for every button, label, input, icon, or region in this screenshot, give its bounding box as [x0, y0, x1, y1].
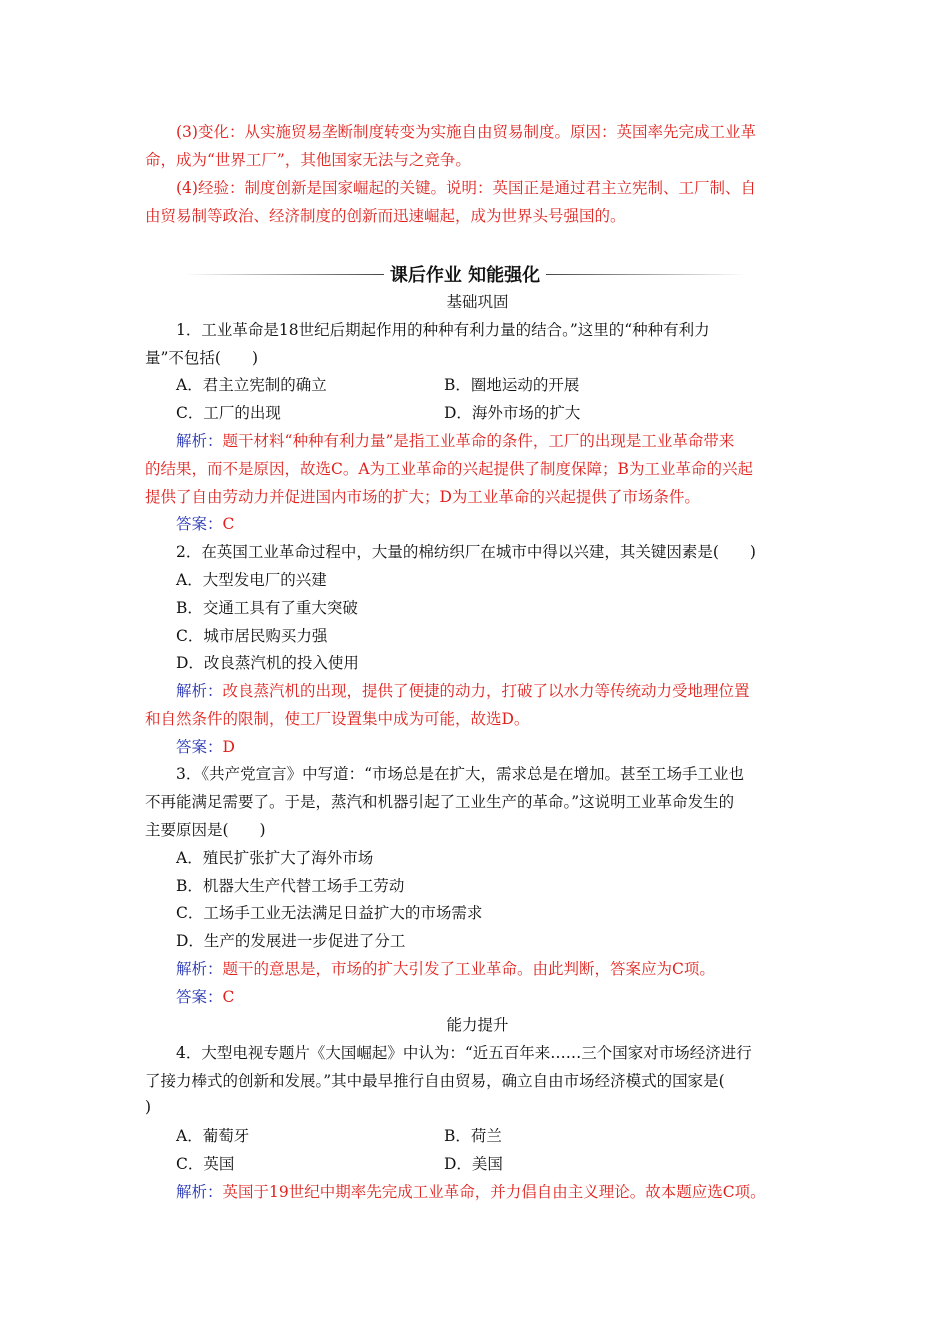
q1-analysis-line-1 [176, 431, 810, 451]
q2-answer-value: D [222, 738, 235, 756]
q1-analysis-text-1: 题干材料“种种有利力量”是指工业革命的条件，工厂的出现是工业革命带来 [222, 432, 735, 450]
section-title-text: 课后作业 知能强化 [389, 265, 541, 286]
q4-option-d: D．美国 [444, 1155, 503, 1173]
q4-stem-line-2: 了接力棒式的创新和发展。”其中最早推行自由贸易，确立自由市场经济模式的国家是( [145, 1072, 725, 1090]
analysis-label: 解析： [176, 432, 223, 450]
answer-label: 答案： [176, 738, 223, 756]
q1-option-c: C．工厂的出现 [176, 404, 281, 422]
analysis-label: 解析： [176, 1183, 223, 1201]
q4-stem-line-1: 4．大型电视专题片《大国崛起》中认为：“近五百年来……三个国家对市场经济进行 [176, 1044, 752, 1062]
q4-option-c: C．英国 [176, 1155, 235, 1173]
q4-analysis-line-1 [176, 1182, 810, 1202]
section-title [185, 262, 745, 286]
q2-analysis-line-2: 和自然条件的限制，使工厂设置集中成为可能，故选D。 [145, 710, 530, 728]
analysis-label: 解析： [176, 960, 223, 978]
analysis-label: 解析： [176, 682, 223, 700]
q1-analysis-line-2: 的结果，而不是原因，故选C。A为工业革命的兴起提供了制度保障；B为工业革命的兴起 [145, 460, 753, 478]
q4-option-b: B．荷兰 [444, 1127, 502, 1145]
answer-4-line-1: (4)经验：制度创新是国家崛起的关键。说明：英国正是通过君主立宪制、工厂制、自 [176, 179, 756, 197]
q1-option-b: B．圈地运动的开展 [444, 376, 580, 394]
answer-4-line-2: 由贸易制等政治、经济制度的创新而迅速崛起，成为世界头号强国的。 [145, 207, 626, 225]
answer-label: 答案： [176, 988, 223, 1006]
q4-option-a: A．葡萄牙 [176, 1127, 250, 1145]
q3-answer-value: C [222, 988, 235, 1006]
q1-analysis-line-3: 提供了自由劳动力并促进国内市场的扩大；D为工业革命的兴起提供了市场条件。 [145, 488, 700, 506]
q3-analysis-line-1 [176, 959, 810, 979]
q3-stem-line-2: 不再能满足需要了。于是，蒸汽和机器引起了工业生产的革命。”这说明工业革命发生的 [145, 793, 735, 811]
q2-analysis-line-1 [176, 681, 810, 701]
q2-option-a: A．大型发电厂的兴建 [176, 571, 327, 589]
q3-option-d: D．生产的发展进一步促进了分工 [176, 932, 406, 950]
q3-answer [176, 987, 810, 1007]
title-rule-left [185, 274, 384, 275]
subsection-basic: 基础巩固 [446, 293, 509, 311]
q2-stem-line-1: 2．在英国工业革命过程中，大量的棉纺织厂在城市中得以兴建，其关键因素是( ) [176, 543, 756, 561]
q4-stem-line-3: ) [145, 1098, 152, 1116]
q3-option-c: C．工场手工业无法满足日益扩大的市场需求 [176, 904, 483, 922]
q3-stem-line-3: 主要原因是( ) [145, 821, 266, 839]
answer-3-line-1: (3)变化：从实施贸易垄断制度转变为实施自由贸易制度。原因：英国率先完成工业革 [176, 123, 756, 141]
q4-analysis-text-1: 英国于19世纪中期率先完成工业革命，并力倡自由主义理论。故本题应选C项。 [222, 1183, 766, 1201]
q1-answer [176, 514, 810, 534]
q3-analysis-text-1: 题干的意思是，市场的扩大引发了工业革命。由此判断，答案应为C项。 [222, 960, 715, 978]
q1-stem-line-1: 1．工业革命是18世纪后期起作用的种种有利力量的结合。”这里的“种种有利力 [176, 321, 710, 339]
q2-option-b: B．交通工具有了重大突破 [176, 599, 358, 617]
q2-option-c: C．城市居民购买力强 [176, 627, 328, 645]
answer-label: 答案： [176, 515, 223, 533]
title-rule-right [546, 274, 745, 275]
q1-option-a: A．君主立宪制的确立 [176, 376, 327, 394]
q2-option-d: D．改良蒸汽机的投入使用 [176, 654, 359, 672]
q3-option-a: A．殖民扩张扩大了海外市场 [176, 849, 374, 867]
answer-3-line-2: 命，成为“世界工厂”，其他国家无法与之竞争。 [145, 151, 471, 169]
q3-stem-line-1: 3．《共产党宣言》中写道：“市场总是在扩大，需求总是在增加。甚至工场手工业也 [176, 765, 745, 783]
subsection-advanced: 能力提升 [446, 1016, 509, 1034]
q1-option-d: D．海外市场的扩大 [444, 404, 581, 422]
q2-answer [176, 737, 810, 757]
q1-answer-value: C [222, 515, 235, 533]
q1-stem-line-2: 量”不包括( ) [145, 349, 259, 367]
q2-analysis-text-1: 改良蒸汽机的出现，提供了便捷的动力，打破了以水力等传统动力受地理位置 [222, 682, 750, 700]
q3-option-b: B．机器大生产代替工场手工劳动 [176, 877, 405, 895]
